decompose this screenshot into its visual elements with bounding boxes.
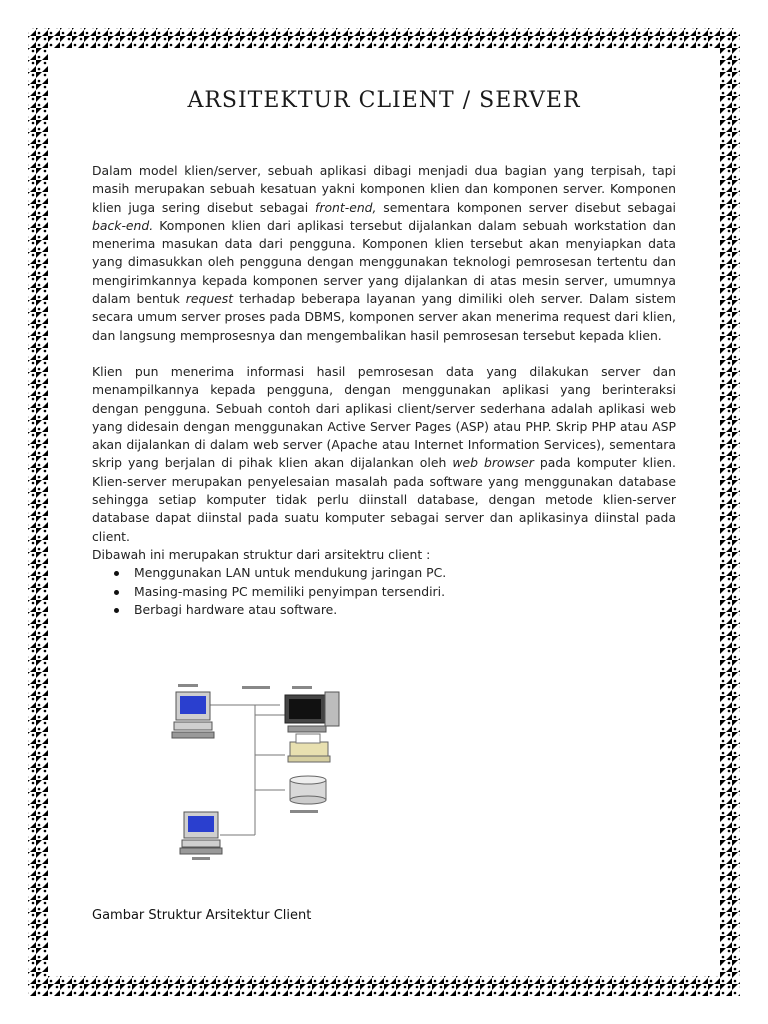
bullet-icon bbox=[114, 608, 119, 613]
term-back-end: back-end. bbox=[92, 217, 154, 233]
paragraph-1-text: terhadap beberapa layanan yang dimiliki oleh server. Dalam sistem secara umum server proses pada DBMS, komponen server akan menerima request dari klien, dan langsung memprosesnya dan mengembalikan hasil pemrosesan tersebut kepada klien. bbox=[92, 291, 676, 343]
bullet-list bbox=[92, 564, 676, 619]
client-server-diagram bbox=[150, 670, 400, 870]
client-pc-icon bbox=[180, 812, 222, 854]
list-item-text: Menggunakan LAN untuk mendukung jaringan PC. bbox=[134, 565, 447, 581]
term-web-browser: web browser bbox=[452, 455, 534, 471]
paragraph-1-text: sementara komponen server disebut sebagai bbox=[376, 199, 676, 215]
list-item bbox=[114, 564, 676, 582]
network-line bbox=[210, 705, 285, 835]
paragraph-2-text: Klien pun menerima informasi hasil pemrosesan data yang dilakukan server dan menampilkannya kepada pengguna, dengan menggunakan aplikasi yang berinteraksi dengan pengguna. Sebuah contoh dari aplikasi client/server sederhana adalah aplikasi web yang didesain dengan menggunakan Active Server Pages (ASP) atau PHP. Skrip PHP atau ASP akan dijalankan di dalam web server (Apache atau Internet Information Services), sementara skrip yang berjalan di pihak klien akan dijalankan oleh bbox=[92, 363, 676, 471]
paragraph-2 bbox=[92, 363, 676, 546]
list-item bbox=[114, 601, 676, 619]
paragraph-2-text: pada komputer klien. Klien-server merupakan penyelesaian masalah pada software yang menggunakan database sehingga setiap komputer tidak perlu diinstall database, dengan metode klien-server database dapat diinstal pada suatu komputer sebagai server dan aplikasinya diinstal pada client. bbox=[92, 455, 676, 544]
bullet-icon bbox=[114, 590, 119, 595]
document-body bbox=[92, 162, 676, 619]
paragraph-1 bbox=[92, 162, 676, 345]
term-front-end: front-end, bbox=[314, 199, 377, 215]
list-item-text: Masing-masing PC memiliki penyimpan tersendiri. bbox=[134, 583, 446, 599]
page-title: ARSITEKTUR CLIENT / SERVER bbox=[187, 88, 581, 113]
paragraph-1-text: Komponen klien dari aplikasi tersebut dijalankan dalam sebuah workstation dan menerima masukan data dari pengguna. Komponen klien tersebut akan menyiapkan data yang dimasukkan oleh pengguna dengan menggunakan teknologi pemrosesan tertentu dan mengirimkannya kepada komponen server yang dijalankan di atas mesin server, umumnya dalam bentuk bbox=[92, 217, 676, 307]
figure-caption: Gambar Struktur Arsitektur Client bbox=[92, 908, 312, 923]
shared-disk-icon bbox=[290, 776, 326, 804]
client-pc-icon bbox=[172, 692, 214, 738]
list-item-text: Berbagi hardware atau software. bbox=[134, 601, 338, 617]
bullet-icon bbox=[114, 571, 119, 576]
server-pc-icon bbox=[285, 692, 339, 732]
list-intro: Dibawah ini merupakan struktur dari arsitektru client : bbox=[92, 546, 431, 562]
paragraph-1-text: Dalam model klien/server, sebuah aplikasi dibagi menjadi dua bagian yang terpisah, tapi masih merupakan sebuah kesatuan yakni komponen klien dan komponen server. Komponen klien juga sering disebut sebagai bbox=[92, 163, 676, 215]
term-request: request bbox=[185, 291, 234, 307]
printer-icon bbox=[288, 734, 330, 762]
list-item bbox=[114, 583, 676, 601]
